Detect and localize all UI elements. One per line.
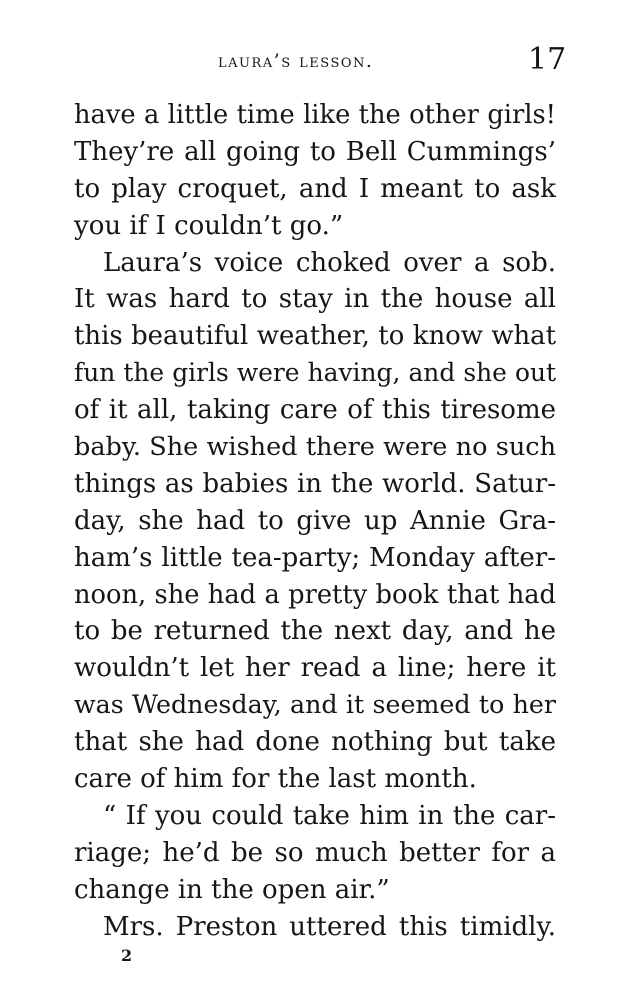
- text-line: to be returned the next day, and he: [74, 616, 556, 647]
- text-line: riage; he’d be so much better for a: [74, 837, 556, 868]
- body-text: [74, 97, 556, 945]
- signature-mark: 2: [121, 946, 133, 965]
- text-line: It was hard to stay in the house all: [74, 284, 556, 315]
- text-line: have a little time like the other girls!: [74, 100, 556, 130]
- text-line: wouldn’t let her read a line; here it: [74, 653, 556, 684]
- text-line: fun the girls were having, and she out: [74, 358, 556, 388]
- text-line: things as babies in the world. Satur-: [74, 468, 556, 499]
- text-line: of it all, taking care of this tiresome: [74, 395, 556, 426]
- text-line: ham’s little tea-party; Monday after-: [74, 542, 556, 573]
- text-line: Laura’s voice choked over a sob.: [103, 247, 556, 278]
- text-line: change in the open air.”: [74, 874, 390, 905]
- text-line: day, she had to give up Annie Gra-: [74, 505, 556, 536]
- text-line: They’re all going to Bell Cummings’: [74, 136, 556, 167]
- text-line: baby. She wished there were no such: [74, 432, 556, 463]
- text-line: this beautiful weather, to know what: [74, 321, 556, 352]
- text-line: was Wednesday, and it seemed to her: [74, 690, 556, 720]
- text-line: noon, she had a pretty book that had: [74, 579, 556, 610]
- text-line: “ If you could take him in the car-: [103, 800, 556, 831]
- page-number: 17: [528, 42, 567, 77]
- text-line: that she had done nothing but take: [74, 727, 556, 758]
- text-line: to play croquet, and I meant to ask: [74, 173, 556, 204]
- text-line: Mrs. Preston uttered this timidly.: [103, 911, 556, 942]
- running-title: laura’s lesson.: [218, 50, 374, 72]
- text-line: care of him for the last month.: [74, 764, 477, 795]
- text-line: you if I couldn’t go.”: [74, 210, 344, 241]
- running-head: [0, 42, 619, 82]
